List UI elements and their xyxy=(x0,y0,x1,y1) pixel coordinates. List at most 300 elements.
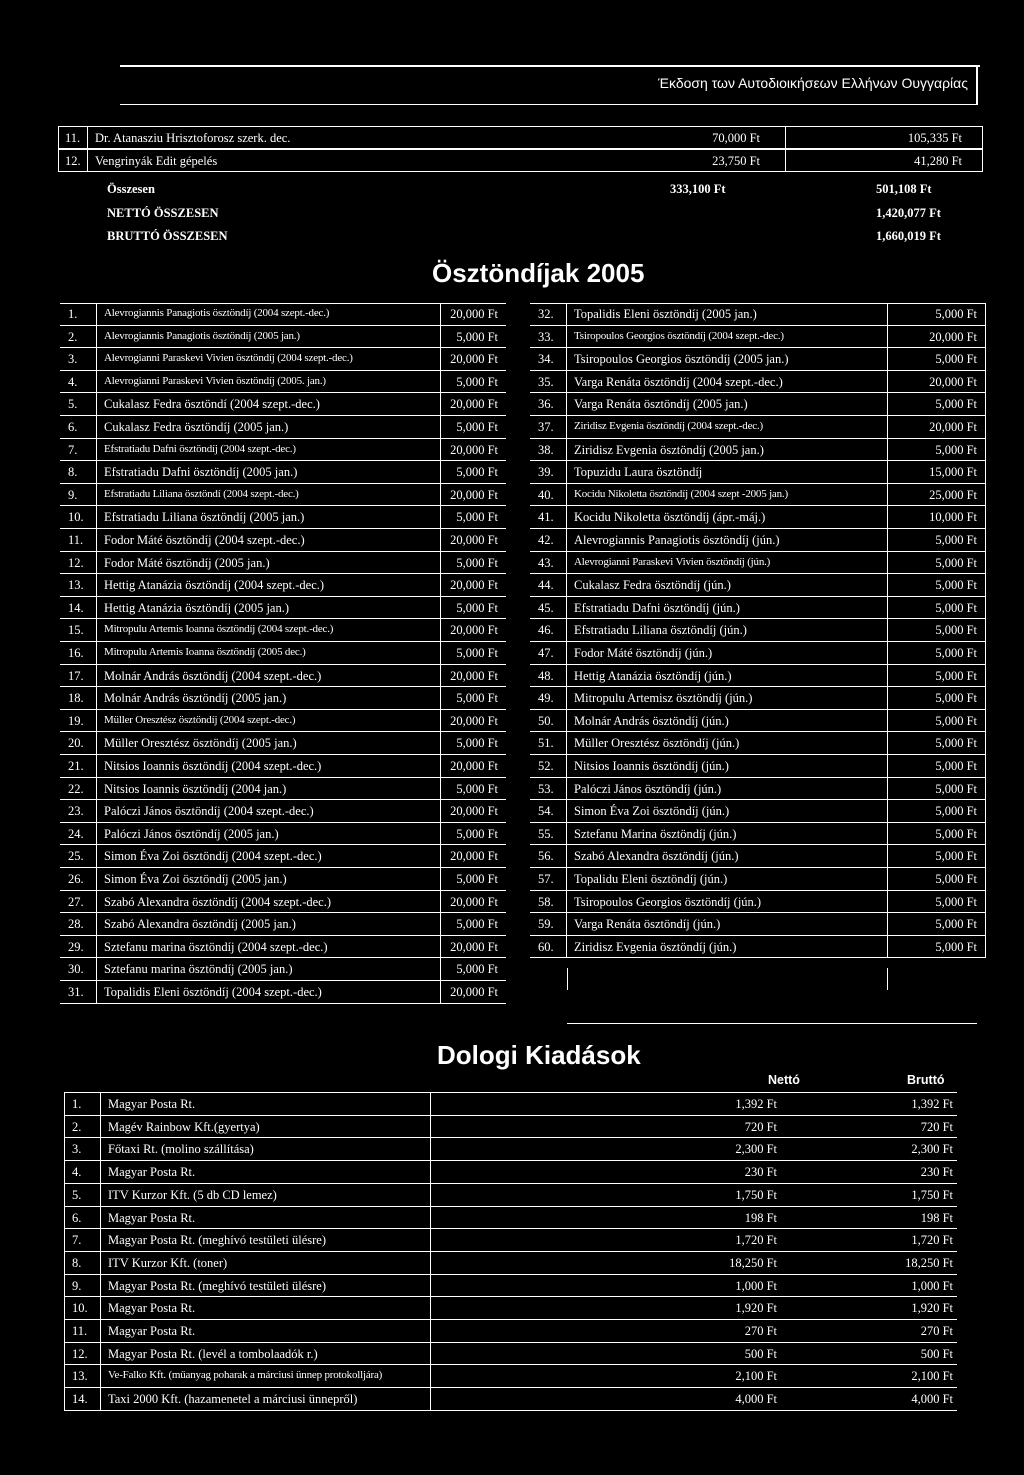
column-divider xyxy=(430,1229,431,1251)
row-amount: 5,000 Ft xyxy=(456,646,498,660)
row-number: 12. xyxy=(65,154,81,168)
column-divider xyxy=(430,1116,431,1138)
row-number: 58. xyxy=(538,894,554,909)
column-divider xyxy=(440,416,441,439)
row-name: Alevrogiannis Panagiotis ösztöndíj (jún.) xyxy=(574,533,780,547)
column-divider xyxy=(430,1388,431,1410)
row-amount: 5,000 Ft xyxy=(935,646,977,660)
column-divider xyxy=(96,529,97,552)
row-name: Ziridisz Evgenia ösztöndíj (2005 jan.) xyxy=(574,442,764,457)
row-amount: 20,000 Ft xyxy=(450,939,498,954)
table-row xyxy=(60,416,506,439)
row-name: Taxi 2000 Kft. (hazamenetel a márciusi ünnepről) xyxy=(108,1392,358,1407)
table-row xyxy=(64,1387,957,1410)
row-amount: 20,000 Ft xyxy=(450,894,498,909)
row-amount: 5,000 Ft xyxy=(456,962,498,977)
row-number: 10. xyxy=(72,1301,88,1316)
column-divider xyxy=(887,506,888,529)
column-divider xyxy=(100,1320,101,1342)
row-name: Magyar Posta Rt. (meghívó testületi ülésre) xyxy=(108,1233,327,1248)
row-number: 12. xyxy=(68,555,84,570)
column-divider xyxy=(100,1138,101,1160)
row-amount: 20,000 Ft xyxy=(929,374,977,389)
table-row xyxy=(530,800,985,823)
column-divider xyxy=(566,484,567,507)
column-divider xyxy=(440,461,441,484)
table-row xyxy=(60,800,506,823)
row-number: 6. xyxy=(68,420,78,434)
row-name: Hettig Atanázia ösztöndíj (2005 jan.) xyxy=(104,600,290,615)
table-row xyxy=(530,416,985,439)
total-amount-b: 501,108 Ft xyxy=(876,182,932,196)
row-number: 10. xyxy=(68,510,84,525)
column-divider xyxy=(440,574,441,597)
column-divider xyxy=(887,845,888,868)
row-net: 720 Ft xyxy=(744,1119,777,1134)
row-amount: 20,000 Ft xyxy=(450,397,498,412)
table-row xyxy=(60,393,506,416)
column-divider xyxy=(96,484,97,507)
column-divider xyxy=(887,416,888,439)
row-name: Topuzidu Laura ösztöndíj xyxy=(574,465,703,480)
row-gross: 198 Ft xyxy=(920,1210,953,1225)
table-row xyxy=(60,778,506,801)
column-divider xyxy=(100,1252,101,1274)
column-divider xyxy=(887,439,888,462)
row-net: 1,392 Ft xyxy=(735,1097,777,1111)
table-row xyxy=(64,1274,957,1297)
row-amount: 10,000 Ft xyxy=(929,510,977,525)
row-number: 11. xyxy=(72,1324,88,1338)
table-row xyxy=(530,778,985,801)
table-row xyxy=(530,845,985,868)
row-amount: 20,000 Ft xyxy=(450,759,498,773)
row-net: 2,100 Ft xyxy=(735,1369,777,1384)
row-number: 60. xyxy=(538,939,554,954)
row-number: 1. xyxy=(72,1097,82,1111)
column-divider xyxy=(440,552,441,575)
column-divider xyxy=(96,981,97,1004)
row-net: 500 Ft xyxy=(744,1346,777,1361)
row-amount: 5,000 Ft xyxy=(935,623,977,638)
column-divider xyxy=(440,710,441,733)
column-divider xyxy=(887,913,888,936)
column-divider xyxy=(96,936,97,959)
table-row xyxy=(530,823,985,846)
row-number: 17. xyxy=(68,668,84,683)
row-number: 46. xyxy=(538,623,554,638)
column-divider xyxy=(887,936,888,959)
table-row xyxy=(530,665,985,688)
column-divider xyxy=(430,1365,431,1387)
row-amount: 5,000 Ft xyxy=(935,894,977,909)
row-number: 23. xyxy=(68,804,84,819)
row-name: Dr. Atanasziu Hrisztoforosz szerk. dec. xyxy=(95,131,291,145)
row-name: Palóczi János ösztöndíj (2004 szept.-dec.) xyxy=(104,804,314,819)
row-amount: 5,000 Ft xyxy=(456,420,498,434)
row-number: 4. xyxy=(68,374,78,389)
row-number: 11. xyxy=(65,131,81,145)
row-name: Alevrogianni Paraskevi Vivien ösztöndíj (2005. jan.) xyxy=(104,374,326,387)
row-name: Hettig Atanázia ösztöndíj (jún.) xyxy=(574,668,732,683)
column-divider xyxy=(96,619,97,642)
row-amount: 5,000 Ft xyxy=(935,600,977,615)
row-name: Varga Renáta ösztöndíj (2005 jan.) xyxy=(574,397,748,412)
table-row xyxy=(530,303,985,326)
row-number: 43. xyxy=(538,555,554,570)
row-number: 3. xyxy=(72,1142,82,1157)
table-row xyxy=(64,1319,957,1342)
column-divider xyxy=(440,619,441,642)
row-name: Varga Renáta ösztöndíj (jún.) xyxy=(574,917,721,932)
row-number: 39. xyxy=(538,465,554,480)
column-divider xyxy=(96,665,97,688)
table-row xyxy=(64,1206,957,1229)
row-amount: 5,000 Ft xyxy=(456,781,498,796)
table-row xyxy=(530,484,985,507)
expenses-col-net: Nettó xyxy=(768,1073,800,1087)
table-row xyxy=(64,1364,957,1387)
row-amount: 20,000 Ft xyxy=(450,352,498,367)
row-amount: 5,000 Ft xyxy=(456,826,498,841)
row-number: 6. xyxy=(72,1210,82,1225)
row-gross: 1,720 Ft xyxy=(911,1233,953,1248)
row-number: 12. xyxy=(72,1346,88,1361)
row-number: 44. xyxy=(538,578,554,593)
table-row xyxy=(64,1183,957,1206)
row-name: Efstratiadu Dafni ösztöndíj (2004 szept.-dec.) xyxy=(104,442,296,455)
row-number: 5. xyxy=(68,397,78,412)
total-amount-b: 1,420,077 Ft xyxy=(876,206,941,220)
row-amount: 5,000 Ft xyxy=(935,736,977,751)
row-number: 56. xyxy=(538,849,554,864)
row-amount: 5,000 Ft xyxy=(935,442,977,457)
table-row xyxy=(64,1342,957,1365)
row-name: Hettig Atanázia ösztöndíj (2004 szept.-dec.) xyxy=(104,578,325,593)
row-amount: 5,000 Ft xyxy=(456,465,498,480)
row-amount: 20,000 Ft xyxy=(450,985,498,999)
column-divider xyxy=(566,710,567,733)
row-net: 1,920 Ft xyxy=(735,1301,777,1316)
row-amount-b: 105,335 Ft xyxy=(907,131,962,145)
column-divider xyxy=(430,1093,431,1115)
row-number: 30. xyxy=(68,962,84,977)
row-name: Magév Rainbow Kft.(gyertya) xyxy=(108,1119,260,1134)
row-name: Efstratiadu Liliana ösztöndíj (2005 jan.) xyxy=(104,510,305,525)
column-divider xyxy=(440,371,441,394)
row-amount: 20,000 Ft xyxy=(450,623,498,638)
table-row xyxy=(60,506,506,529)
table-row xyxy=(530,619,985,642)
row-number: 51. xyxy=(538,736,554,751)
row-net: 18,250 Ft xyxy=(729,1255,777,1270)
row-amount: 20,000 Ft xyxy=(450,442,498,457)
column-divider xyxy=(440,642,441,665)
row-name: Müller Oresztész ösztöndíj (2005 jan.) xyxy=(104,736,297,751)
row-name: Mitropulu Artemis Ioanna ösztöndíj (2004 szept.-dec.) xyxy=(104,623,334,636)
column-divider xyxy=(566,936,567,959)
row-amount: 5,000 Ft xyxy=(935,668,977,683)
column-divider xyxy=(96,800,97,823)
column-divider xyxy=(96,913,97,936)
total-label: NETTÓ ÖSSZESEN xyxy=(107,206,219,220)
column-divider xyxy=(96,326,97,349)
column-divider xyxy=(440,687,441,710)
table-row xyxy=(530,552,985,575)
table-bottom-border xyxy=(64,1410,957,1411)
table-row xyxy=(530,461,985,484)
row-number: 49. xyxy=(538,691,554,706)
row-number: 16. xyxy=(68,646,84,660)
column-divider xyxy=(440,913,441,936)
column-divider xyxy=(566,326,567,349)
empty-row-divider xyxy=(567,968,568,990)
row-gross: 1,750 Ft xyxy=(911,1187,953,1202)
header-title: Έκδοση των Αυτοδιοικήσεων Ελλήνων Ουγγαρίας xyxy=(658,75,968,91)
row-name: Vengrinyák Edit gépelés xyxy=(95,154,218,168)
row-number: 35. xyxy=(538,374,554,389)
table-row xyxy=(60,732,506,755)
table-row xyxy=(60,687,506,710)
row-gross: 720 Ft xyxy=(920,1119,953,1134)
row-number: 20. xyxy=(68,736,84,751)
table-row xyxy=(60,710,506,733)
table-row xyxy=(60,552,506,575)
column-divider xyxy=(440,303,441,326)
row-amount: 5,000 Ft xyxy=(456,374,498,389)
column-divider xyxy=(887,348,888,371)
column-divider xyxy=(96,393,97,416)
column-divider xyxy=(100,1161,101,1183)
row-gross: 270 Ft xyxy=(920,1324,953,1338)
table-row xyxy=(60,439,506,462)
row-amount: 5,000 Ft xyxy=(935,917,977,932)
row-amount: 5,000 Ft xyxy=(935,804,977,819)
row-number: 47. xyxy=(538,646,554,660)
row-name: Palóczi János ösztöndíj (2005 jan.) xyxy=(104,826,279,841)
table-right-border xyxy=(985,303,986,958)
row-name: Topalidu Eleni ösztöndíj (jún.) xyxy=(574,872,728,886)
row-name: Alevrogianni Paraskevi Vivien ösztöndíj (2004 szept.-dec.) xyxy=(104,352,353,365)
total-amount-b: 1,660,019 Ft xyxy=(876,229,941,243)
table-row xyxy=(530,891,985,914)
column-divider xyxy=(440,755,441,778)
column-divider xyxy=(887,552,888,575)
scholarships-title: Ösztöndíjak 2005 xyxy=(432,258,645,288)
column-divider xyxy=(430,1275,431,1297)
column-divider xyxy=(566,823,567,846)
row-amount: 20,000 Ft xyxy=(450,307,498,321)
table-row xyxy=(60,913,506,936)
table-row xyxy=(530,936,985,959)
column-divider xyxy=(566,778,567,801)
row-gross: 2,100 Ft xyxy=(911,1369,953,1384)
row-net: 230 Ft xyxy=(744,1165,777,1180)
column-divider xyxy=(566,416,567,439)
column-divider xyxy=(887,778,888,801)
table-row xyxy=(530,868,985,891)
column-divider xyxy=(96,597,97,620)
row-number: 1. xyxy=(68,307,78,321)
row-number: 50. xyxy=(538,713,554,728)
row-name: Ve-Falko Kft. (műanyag poharak a márciusi ünnep protokolljára) xyxy=(108,1369,383,1382)
row-amount: 5,000 Ft xyxy=(456,736,498,751)
row-name: Mitropulu Artemisz ösztöndíj (jún.) xyxy=(574,691,753,706)
row-number: 37. xyxy=(538,420,554,434)
column-divider xyxy=(96,687,97,710)
row-number: 9. xyxy=(68,487,78,502)
row-name: Ziridisz Evgenia ösztöndíj (jún.) xyxy=(574,939,737,954)
row-name: Magyar Posta Rt. (meghívó testületi ülésre) xyxy=(108,1278,327,1293)
column-divider xyxy=(440,732,441,755)
row-name: Ziridisz Evgenia ösztöndíj (2004 szept.-dec.) xyxy=(574,420,763,432)
row-amount: 5,000 Ft xyxy=(935,781,977,796)
row-name: Szabó Alexandra ösztöndíj (jún.) xyxy=(574,849,739,864)
row-amount: 15,000 Ft xyxy=(929,465,977,480)
row-number: 21. xyxy=(68,759,84,773)
column-divider xyxy=(100,1093,101,1115)
table-row xyxy=(60,348,506,371)
column-divider xyxy=(100,1297,101,1319)
row-amount-b: 41,280 Ft xyxy=(914,154,962,168)
row-number: 18. xyxy=(68,691,84,706)
row-number: 27. xyxy=(68,894,84,909)
column-divider xyxy=(440,823,441,846)
row-amount: 20,000 Ft xyxy=(450,713,498,728)
column-divider xyxy=(96,371,97,394)
row-number: 36. xyxy=(538,397,554,412)
column-divider xyxy=(566,732,567,755)
column-divider xyxy=(430,1297,431,1319)
table-row xyxy=(60,574,506,597)
row-name: Magyar Posta Rt. xyxy=(108,1210,196,1225)
column-divider xyxy=(566,393,567,416)
column-divider xyxy=(430,1207,431,1229)
column-divider xyxy=(566,845,567,868)
column-divider xyxy=(887,574,888,597)
row-amount: 20,000 Ft xyxy=(929,420,977,434)
column-divider xyxy=(566,800,567,823)
column-divider xyxy=(566,868,567,891)
column-divider xyxy=(566,619,567,642)
table-row xyxy=(530,687,985,710)
row-number: 7. xyxy=(72,1233,82,1248)
column-divider xyxy=(566,461,567,484)
column-divider xyxy=(887,597,888,620)
row-number: 11. xyxy=(68,533,84,547)
column-divider xyxy=(96,303,97,326)
column-divider xyxy=(440,981,441,1004)
row-gross: 1,920 Ft xyxy=(911,1301,953,1316)
row-name: Fodor Máté ösztöndíj (2004 szept.-dec.) xyxy=(104,533,305,547)
column-divider xyxy=(430,1138,431,1160)
row-name: Szabó Alexandra ösztöndíj (2005 jan.) xyxy=(104,917,296,932)
row-name: Efstratiadu Liliana ösztöndí (2004 szept.-dec.) xyxy=(104,487,299,500)
row-amount: 5,000 Ft xyxy=(456,917,498,932)
row-number: 28. xyxy=(68,917,84,932)
column-divider xyxy=(96,868,97,891)
column-divider xyxy=(440,936,441,959)
table-row xyxy=(60,326,506,349)
column-divider xyxy=(96,574,97,597)
column-divider xyxy=(887,823,888,846)
table-row xyxy=(64,1092,957,1115)
table-row xyxy=(530,439,985,462)
column-divider xyxy=(100,1388,101,1410)
row-net: 198 Ft xyxy=(744,1210,777,1225)
column-divider xyxy=(440,348,441,371)
table-row xyxy=(60,484,506,507)
row-name: Müller Oresztész ösztöndíj (2004 szept.-dec.) xyxy=(104,713,296,726)
row-amount: 5,000 Ft xyxy=(935,713,977,728)
column-divider xyxy=(430,1161,431,1183)
row-number: 26. xyxy=(68,872,84,886)
table-row xyxy=(530,371,985,394)
column-divider xyxy=(100,1207,101,1229)
row-name: Molnár András ösztöndíj (jún.) xyxy=(574,713,729,728)
row-name: Sztefanu Marina ösztöndíj (jún.) xyxy=(574,826,737,841)
header-box xyxy=(120,66,978,105)
table-row xyxy=(530,597,985,620)
row-gross: 4,000 Ft xyxy=(911,1392,953,1407)
table-row xyxy=(58,126,983,149)
row-net: 270 Ft xyxy=(744,1324,777,1338)
row-name: Molnár András ösztöndíj (2004 szept.-dec.) xyxy=(104,668,322,683)
row-amount: 20,000 Ft xyxy=(450,804,498,819)
row-number: 34. xyxy=(538,352,554,367)
total-label: Összesen xyxy=(107,182,155,196)
row-amount: 20,000 Ft xyxy=(450,849,498,864)
column-divider xyxy=(566,529,567,552)
column-divider xyxy=(887,371,888,394)
row-gross: 1,392 Ft xyxy=(911,1097,953,1111)
column-divider xyxy=(566,371,567,394)
column-divider xyxy=(566,552,567,575)
column-divider xyxy=(96,642,97,665)
row-amount: 5,000 Ft xyxy=(456,872,498,886)
row-name: Magyar Posta Rt. xyxy=(108,1097,196,1111)
column-divider xyxy=(100,1184,101,1206)
row-amount: 5,000 Ft xyxy=(456,329,498,344)
row-number: 7. xyxy=(68,442,78,457)
row-name: Magyar Posta Rt. xyxy=(108,1324,196,1338)
row-name: Efstratiadu Dafni ösztöndíj (2005 jan.) xyxy=(104,465,298,480)
table-row xyxy=(530,913,985,936)
row-number: 5. xyxy=(72,1187,82,1202)
column-divider xyxy=(100,1229,101,1251)
row-name: Nitsios Ioannis ösztöndíj (jún.) xyxy=(574,759,729,773)
row-amount: 5,000 Ft xyxy=(935,533,977,547)
table-row xyxy=(530,710,985,733)
row-number: 8. xyxy=(72,1255,82,1270)
row-number: 38. xyxy=(538,442,554,457)
row-number: 15. xyxy=(68,623,84,638)
column-divider xyxy=(96,710,97,733)
row-amount: 5,000 Ft xyxy=(935,555,977,570)
row-gross: 230 Ft xyxy=(920,1165,953,1180)
column-divider xyxy=(96,461,97,484)
row-gross: 1,000 Ft xyxy=(911,1278,953,1293)
row-amount: 5,000 Ft xyxy=(935,352,977,367)
column-divider xyxy=(566,913,567,936)
column-divider xyxy=(566,755,567,778)
row-number: 31. xyxy=(68,985,84,999)
table-row xyxy=(64,1137,957,1160)
row-number: 22. xyxy=(68,781,84,796)
row-name: Magyar Posta Rt. xyxy=(108,1165,196,1180)
table-top-border xyxy=(530,303,985,304)
table-row xyxy=(60,371,506,394)
